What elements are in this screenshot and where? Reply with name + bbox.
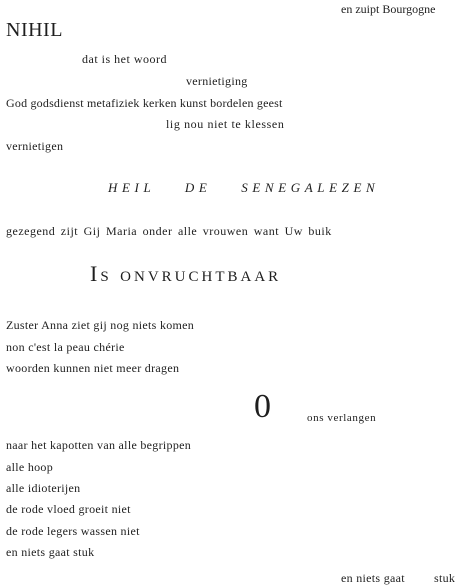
poem-title: NIHIL (6, 19, 63, 41)
poem-line-heil: HEIL DE SENEGALEZEN (108, 180, 380, 195)
poem-line-gezegend: gezegend zijt Gij Maria onder alle vrouwen want Uw buik (6, 224, 332, 238)
poem-line-niets-gaat: en niets gaat (341, 571, 405, 585)
poem-line-rode-legers: de rode legers wassen niet (6, 524, 140, 538)
poem-line-niets-stuk: en niets gaat stuk (6, 545, 95, 559)
poem-line-vernietiging: vernietiging (186, 74, 248, 88)
poem-line-vernietigen: vernietigen (6, 139, 64, 153)
poem-line-idioterijen: alle idioterijen (6, 481, 81, 495)
poem-line-non-cest: non c'est la peau chérie (6, 340, 125, 354)
poem-line-rode-vloed: de rode vloed groeit niet (6, 502, 131, 516)
poem-line-god: God godsdienst metafiziek kerken kunst bordelen geest (6, 96, 283, 110)
poem-line-woorden: woorden kunnen niet meer dragen (6, 361, 180, 375)
poem-line-naar-het: naar het kapotten van alle begrippen (6, 438, 192, 452)
corner-line: en zuipt Bourgogne (341, 2, 436, 16)
poem-line-onvruchtbaar: Is onvruchtbaar (90, 261, 282, 286)
poem-line-dat-is: dat is het woord (82, 52, 167, 66)
poem-line-lig-nou: lig nou niet te klessen (166, 117, 285, 131)
poem-word-stuk: stuk (434, 571, 456, 585)
poem-line-zuster: Zuster Anna ziet gij nog niets komen (6, 318, 195, 332)
poem-zero: 0 (254, 388, 271, 425)
poem-line-ons-verlangen: ons verlangen (307, 412, 377, 424)
poem-line-alle-hoop: alle hoop (6, 460, 54, 474)
